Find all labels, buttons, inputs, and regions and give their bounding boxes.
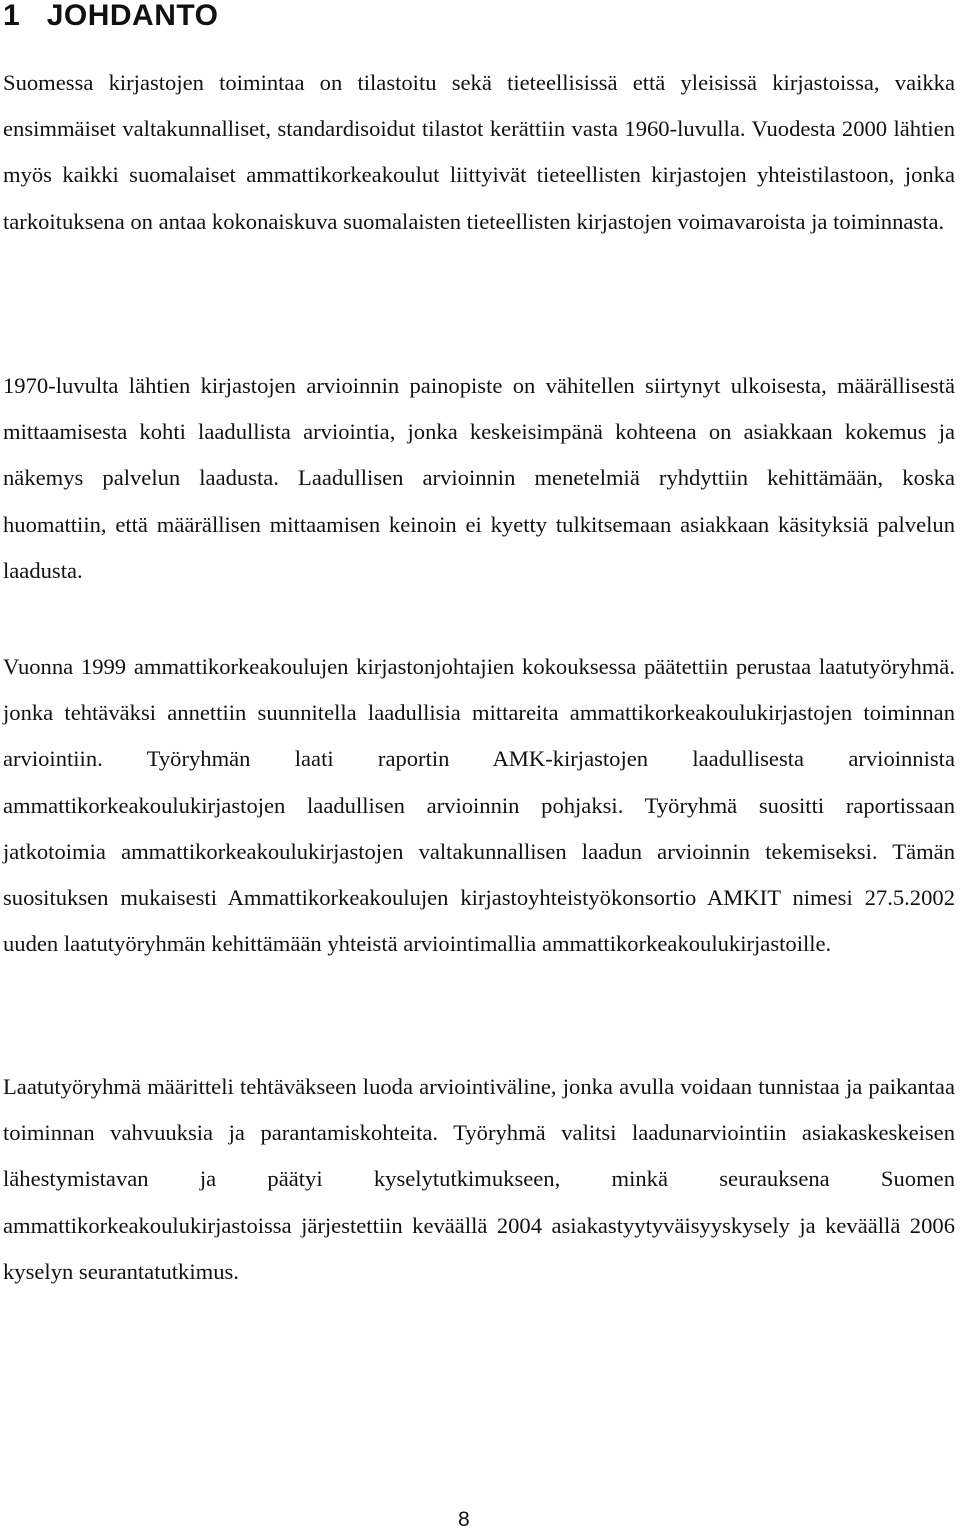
section-number: 1: [3, 0, 21, 32]
paragraph-3: Vuonna 1999 ammattikorkeakoulujen kirjastonjohtajien kokouksessa päätettiin perustaa laatutyöryhmä. jonka tehtäväksi annettiin suunnitella laadullisia mittareita ammattikorkeakoulukirjastojen toiminnan arviointiin. Työryhmän laati raportin AMK-kirjastojen laadullisesta arvioinnista ammattikorkeakoulukirjastojen laadullisen arvioinnin pohjaksi. Työryhmä suositti raportissaan jatkotoimia ammattikorkeakoulukirjastojen valtakunnallisen laadun arvioinnin tekemiseksi. Tämän suosituksen mukaisesti Ammattikorkeakoulujen kirjastoyhteistyökonsortio AMKIT nimesi 27.5.2002 uuden laatutyöryhmän kehittämään yhteistä arviointimallia ammattikorkeakoulukirjastoille.: [3, 654, 955, 957]
page-number: 8: [458, 1508, 470, 1531]
paragraph-1: Suomessa kirjastojen toimintaa on tilastoitu sekä tieteellisissä että yleisissä kirjastoissa, vaikka ensimmäiset valtakunnalliset, standardisoidut tilastot kerättiin vasta 1960-luvulla. Vuodesta 2000 lähtien myös kaikki suomalaiset ammattikorkeakoulut liittyivät tieteellisten kirjastojen yhteistilastoon, jonka tarkoituksena on antaa kokonaiskuva suomalaisten tieteellisten kirjastojen voimavaroista ja toiminnasta.: [3, 70, 955, 234]
paragraph-2: 1970-luvulta lähtien kirjastojen arvioinnin painopiste on vähitellen siirtynyt ulkoisesta, määrällisestä mittaamisesta kohti laadullista arviointia, jonka keskeisimpänä kohteena on asiakkaan kokemus ja näkemys palvelun laadusta. Laadullisen arvioinnin menetelmiä ryhdyttiin kehittämään, koska huomattiin, että määrällisen mittaamisen keinoin ei kyetty tulkitsemaan asiakkaan käsityksiä palvelun laadusta.: [3, 373, 955, 583]
section-heading: [3, 0, 219, 36]
paragraph-4: Laatutyöryhmä määritteli tehtäväkseen luoda arviointiväline, jonka avulla voidaan tunnistaa ja paikantaa toiminnan vahvuuksia ja parantamiskohteita. Työryhmä valitsi laadunarviointiin asiakaskeskeisen lähestymistavan ja päätyi kyselytutkimukseen, minkä seurauksena Suomen ammattikorkeakoulukirjastoissa järjestettiin keväällä 2004 asiakastyytyväisyyskysely ja keväällä 2006 kyselyn seurantatutkimus.: [3, 1074, 955, 1284]
section-title: JOHDANTO: [46, 0, 219, 32]
